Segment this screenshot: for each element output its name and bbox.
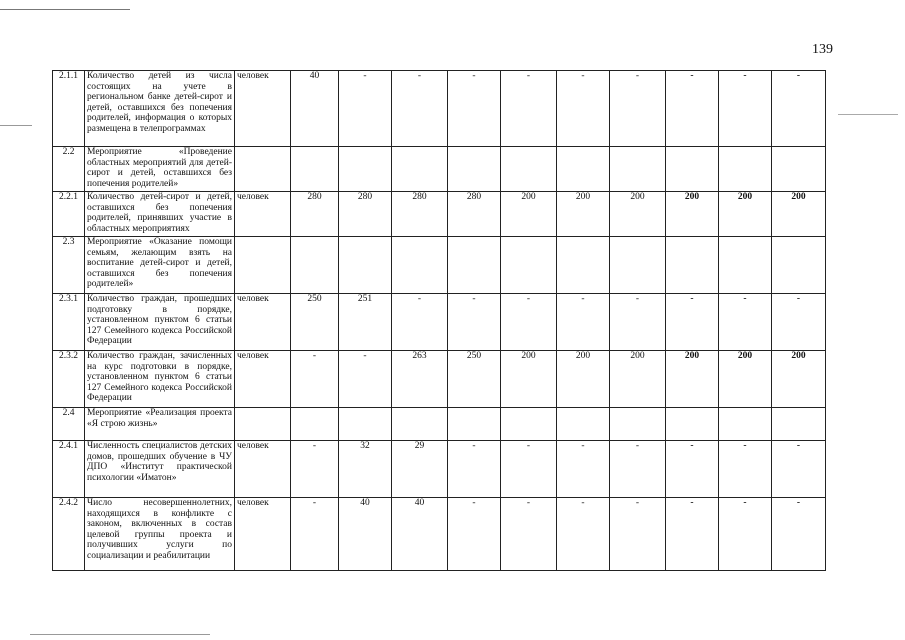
value-cell: 250 — [448, 351, 501, 408]
table-row — [53, 498, 826, 571]
value-cell: 200 — [719, 192, 772, 237]
value-cell: 200 — [610, 192, 666, 237]
value-cell — [392, 147, 448, 192]
value-cell — [772, 147, 826, 192]
value-cell: - — [666, 294, 719, 351]
value-cell: - — [719, 498, 772, 571]
value-cell: 200 — [666, 351, 719, 408]
value-cell: - — [666, 441, 719, 498]
value-cell — [557, 147, 610, 192]
value-cell — [501, 408, 557, 441]
value-cell: - — [772, 441, 826, 498]
scan-artifact-line — [0, 125, 32, 126]
value-cell: 29 — [392, 441, 448, 498]
value-cell: - — [291, 441, 339, 498]
value-cell — [772, 237, 826, 294]
value-cell: - — [501, 441, 557, 498]
value-cell: - — [666, 498, 719, 571]
row-description: Количество детей из числа состоящих на учете в региональном банке детей-сирот и детей, оставшихся без попечения родителей, информация о которых размещена в телепрограммах — [85, 71, 235, 147]
value-cell: - — [291, 351, 339, 408]
table-row — [53, 351, 826, 408]
value-cell — [557, 237, 610, 294]
value-cell — [291, 408, 339, 441]
value-cell — [610, 237, 666, 294]
value-cell — [557, 408, 610, 441]
row-number: 2.2.1 — [53, 192, 85, 237]
value-cell — [666, 147, 719, 192]
value-cell: - — [557, 498, 610, 571]
table-row — [53, 237, 826, 294]
value-cell: - — [610, 498, 666, 571]
value-cell: - — [610, 294, 666, 351]
page-number: 139 — [812, 42, 833, 57]
row-description: Численность специалистов детских домов, прошедших обучение в ЧУ ДПО «Институт практической психологии «Иматон» — [85, 441, 235, 498]
table-row — [53, 441, 826, 498]
value-cell — [610, 408, 666, 441]
value-cell: - — [501, 294, 557, 351]
row-unit — [235, 147, 291, 192]
value-cell: 32 — [339, 441, 392, 498]
value-cell: - — [557, 71, 610, 147]
row-number: 2.4.2 — [53, 498, 85, 571]
value-cell: - — [772, 498, 826, 571]
value-cell: - — [448, 441, 501, 498]
indicators-table — [52, 70, 826, 571]
value-cell — [610, 147, 666, 192]
row-description: Число несовершеннолетних, находящихся в конфликте с законом, включенных в состав целевой группы проекта и получивших услуги по социализации и реабилитации — [85, 498, 235, 571]
value-cell: 200 — [666, 192, 719, 237]
value-cell: - — [339, 71, 392, 147]
row-number: 2.3.2 — [53, 351, 85, 408]
value-cell — [392, 237, 448, 294]
value-cell: 250 — [291, 294, 339, 351]
value-cell: 263 — [392, 351, 448, 408]
row-description: Количество детей-сирот и детей, оставшихся без попечения родителей, принявших участие в областных мероприятиях — [85, 192, 235, 237]
scan-artifact-line — [838, 114, 898, 115]
value-cell: - — [501, 498, 557, 571]
value-cell: 40 — [392, 498, 448, 571]
value-cell — [339, 147, 392, 192]
row-unit: человек — [235, 498, 291, 571]
value-cell: 251 — [339, 294, 392, 351]
value-cell: - — [557, 294, 610, 351]
row-description: Мероприятие «Проведение областных мероприятий для детей-сирот и детей, оставшихся без попечения родителей» — [85, 147, 235, 192]
table-row — [53, 294, 826, 351]
value-cell: 200 — [501, 351, 557, 408]
value-cell: 280 — [339, 192, 392, 237]
value-cell — [719, 408, 772, 441]
row-number: 2.2 — [53, 147, 85, 192]
table-row — [53, 147, 826, 192]
value-cell: 200 — [501, 192, 557, 237]
row-number: 2.3 — [53, 237, 85, 294]
scan-artifact-line — [30, 634, 210, 635]
table-row — [53, 192, 826, 237]
value-cell — [291, 237, 339, 294]
value-cell: - — [666, 71, 719, 147]
value-cell: 200 — [719, 351, 772, 408]
value-cell: 200 — [557, 192, 610, 237]
value-cell: - — [291, 498, 339, 571]
row-unit: человек — [235, 441, 291, 498]
value-cell: 280 — [392, 192, 448, 237]
row-description: Мероприятие «Реализация проекта «Я строю жизнь» — [85, 408, 235, 441]
row-unit: человек — [235, 71, 291, 147]
value-cell: - — [339, 351, 392, 408]
value-cell: - — [448, 71, 501, 147]
value-cell: - — [448, 294, 501, 351]
value-cell: - — [392, 294, 448, 351]
value-cell: - — [610, 71, 666, 147]
table-row — [53, 408, 826, 441]
value-cell: 200 — [772, 192, 826, 237]
value-cell: 280 — [448, 192, 501, 237]
row-description: Количество граждан, прошедших подготовку в порядке, установленном пунктом 6 статьи 127 Семейного кодекса Российской Федерации — [85, 294, 235, 351]
value-cell: 200 — [610, 351, 666, 408]
value-cell: - — [392, 71, 448, 147]
row-number: 2.1.1 — [53, 71, 85, 147]
value-cell — [666, 408, 719, 441]
value-cell — [719, 237, 772, 294]
row-unit — [235, 237, 291, 294]
row-description: Количество граждан, зачисленных на курс подготовки в порядке, установленном пунктом 6 статьи 127 Семейного кодекса Российской Федерации — [85, 351, 235, 408]
row-unit: человек — [235, 351, 291, 408]
value-cell — [719, 147, 772, 192]
value-cell — [339, 408, 392, 441]
value-cell: 40 — [339, 498, 392, 571]
value-cell: - — [772, 294, 826, 351]
value-cell: - — [772, 71, 826, 147]
row-number: 2.3.1 — [53, 294, 85, 351]
value-cell: - — [501, 71, 557, 147]
row-description: Мероприятие «Оказание помощи семьям, желающим взять на воспитание детей-сирот и детей, оставшихся без попечения родителей» — [85, 237, 235, 294]
value-cell: 40 — [291, 71, 339, 147]
value-cell: 280 — [291, 192, 339, 237]
table-row — [53, 71, 826, 147]
value-cell — [339, 237, 392, 294]
value-cell: - — [610, 441, 666, 498]
value-cell: - — [719, 441, 772, 498]
value-cell: 200 — [772, 351, 826, 408]
value-cell: - — [448, 498, 501, 571]
value-cell — [666, 237, 719, 294]
row-unit — [235, 408, 291, 441]
row-unit: человек — [235, 192, 291, 237]
value-cell — [501, 147, 557, 192]
value-cell — [772, 408, 826, 441]
value-cell — [501, 237, 557, 294]
value-cell: 200 — [557, 351, 610, 408]
row-number: 2.4 — [53, 408, 85, 441]
value-cell — [392, 408, 448, 441]
value-cell — [448, 147, 501, 192]
value-cell — [448, 408, 501, 441]
value-cell — [448, 237, 501, 294]
value-cell — [291, 147, 339, 192]
row-number: 2.4.1 — [53, 441, 85, 498]
scan-artifact-line — [0, 9, 130, 10]
value-cell: - — [719, 294, 772, 351]
row-unit: человек — [235, 294, 291, 351]
value-cell: - — [557, 441, 610, 498]
value-cell: - — [719, 71, 772, 147]
